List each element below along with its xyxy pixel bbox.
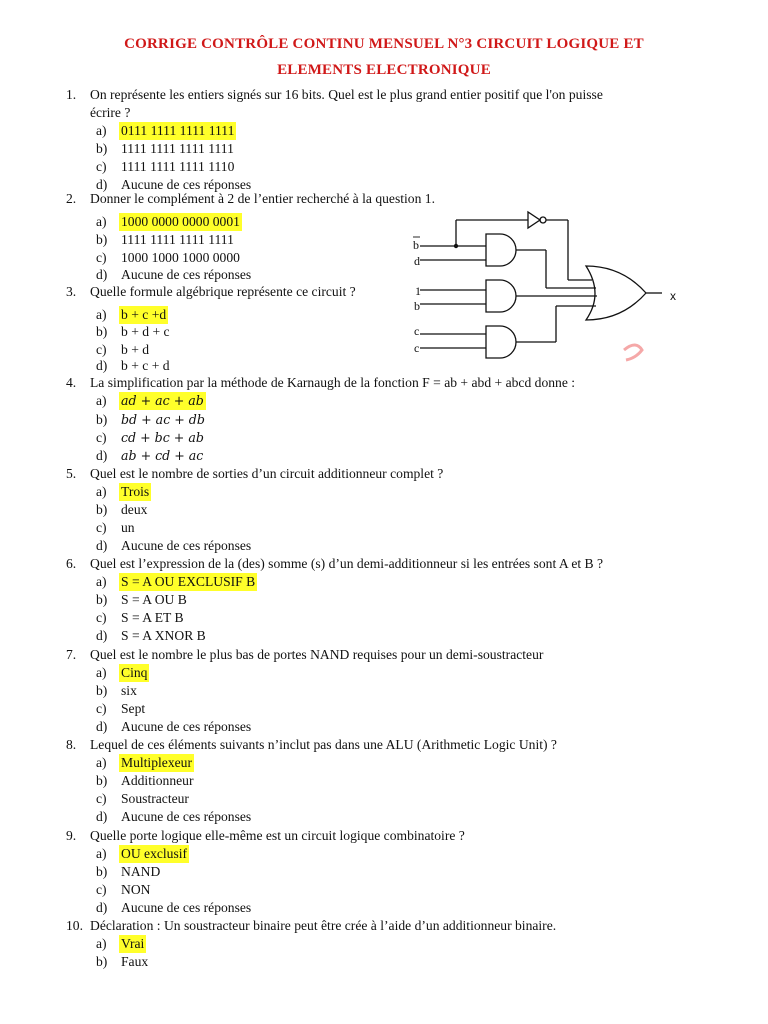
correct-answer: b + c +d [121,307,167,322]
watermark-mark [624,345,642,360]
input-label-d: d [414,254,420,268]
question-number: 6. [66,556,77,571]
question-text: Quelle formule algébrique représente ce circuit ? [90,284,356,299]
document-title-line-2: ELEMENTS ELECTRONIQUE [277,62,491,78]
option-letter: a) [96,393,107,408]
answer-option [96,213,242,231]
option-letter: c) [96,250,107,265]
option-letter: c) [96,159,107,174]
option-text: Aucune de ces réponses [121,538,252,553]
question-text: Lequel de ces éléments suivants n’inclut pas dans une ALU (Arithmetic Logic Unit) ? [90,737,557,752]
correct-answer: 0111 1111 1111 1111 [121,123,235,138]
question-text-continued: écrire ? [90,105,131,120]
option-letter: d) [96,538,108,553]
answer-option [96,863,162,881]
answer-option [96,790,191,808]
option-letter: b) [96,773,108,788]
correct-answer: Vrai [121,936,145,951]
option-text: 1111 1111 1111 1110 [121,159,235,174]
correct-answer: ad + ac + ab [121,393,204,408]
option-letter: b) [96,592,108,607]
answer-option [96,881,152,899]
correct-answer: 1000 0000 0000 0001 [121,214,240,229]
option-letter: d) [96,719,108,734]
option-text: NON [121,882,151,897]
option-letter: d) [96,358,108,373]
option-letter: b) [96,683,108,698]
answer-option [96,754,194,772]
answer-option [96,411,207,429]
question-number: 10. [66,918,83,933]
or-gate [586,266,646,320]
question-number: 3. [66,284,77,299]
option-text: ab + cd + ac [121,448,204,463]
answer-option [96,772,196,790]
option-text: Additionneur [121,773,194,788]
answer-option [96,447,205,465]
option-text: Aucune de ces réponses [121,900,252,915]
option-letter: c) [96,610,107,625]
option-text: Aucune de ces réponses [121,267,252,282]
question-text: Quelle porte logique elle-même est un circuit logique combinatoire ? [90,828,465,843]
answer-option [96,231,236,249]
answer-option [96,501,149,519]
question-text: Déclaration : Un soustracteur binaire peut être crée à l’aide d’un additionneur binaire. [90,918,557,933]
question-text: On représente les entiers signés sur 16 bits. Quel est le plus grand entier positif que l'on puisse [90,87,603,102]
answer-option [96,899,253,917]
option-letter: d) [96,628,108,643]
document-title-line-1: CORRIGE CONTRÔLE CONTINU MENSUEL N°3 CIRCUIT LOGIQUE ET [124,36,644,52]
answer-option [96,158,236,176]
option-letter: a) [96,755,107,770]
option-text: cd + bc + ab [121,430,204,445]
option-letter: a) [96,936,107,951]
option-letter: c) [96,701,107,716]
logic-circuit-diagram [400,208,700,378]
option-text: b + d + c [121,324,170,339]
option-text: 1000 1000 1000 0000 [121,250,240,265]
answer-option [96,537,253,555]
option-text: six [121,683,137,698]
option-letter: b) [96,412,108,427]
option-text: Aucune de ces réponses [121,809,252,824]
option-letter: a) [96,307,107,322]
question-number: 2. [66,191,77,206]
input-label-c: c [414,324,420,338]
option-text: Aucune de ces réponses [121,719,252,734]
answer-option [96,573,257,591]
option-letter: b) [96,324,108,339]
answer-option [96,718,253,736]
option-text: 1111 1111 1111 1111 [121,232,234,247]
question-number: 1. [66,87,77,102]
option-letter: c) [96,882,107,897]
question-number: 7. [66,647,77,662]
option-text: b + c + d [121,358,170,373]
question-text: Quel est l’expression de la (des) somme (s) d’un demi-additionneur si les entrées sont A et B ? [90,556,604,571]
correct-answer: S = A OU EXCLUSIF B [121,574,256,589]
option-letter: b) [96,141,108,156]
option-text: Sept [121,701,146,716]
option-letter: d) [96,809,108,824]
option-letter: b) [96,864,108,879]
answer-option [96,323,172,341]
question-number: 5. [66,466,77,481]
and-gate-1 [486,234,516,266]
input-label-1: 1 [415,284,421,298]
option-text: S = A OU B [121,592,187,607]
answer-option [96,664,149,682]
question-number: 4. [66,375,77,390]
answer-option [96,357,172,375]
option-text: S = A ET B [121,610,184,625]
answer-option [96,519,137,537]
and-gate-3 [486,326,516,358]
answer-option [96,953,150,971]
answer-option [96,266,253,284]
answer-option [96,808,253,826]
answer-option [96,429,206,447]
answer-option [96,249,242,267]
input-label-b-bar: b [413,238,419,252]
option-letter: d) [96,448,108,463]
option-text: S = A XNOR B [121,628,206,643]
option-letter: a) [96,123,107,138]
option-text: Aucune de ces réponses [121,177,252,192]
answer-option [96,392,206,410]
option-text: deux [121,502,148,517]
answer-option [96,591,189,609]
option-letter: c) [96,342,107,357]
option-letter: c) [96,520,107,535]
option-letter: b) [96,502,108,517]
input-label-c-2: c [414,341,420,355]
answer-option [96,609,186,627]
option-letter: a) [96,846,107,861]
answer-option [96,306,168,324]
input-label-b: b [414,299,420,313]
option-letter: a) [96,665,107,680]
option-text: b + d [121,342,150,357]
correct-answer: Trois [121,484,150,499]
option-letter: a) [96,574,107,589]
answer-option [96,122,236,140]
option-text: un [121,520,135,535]
answer-option [96,627,208,645]
question-text: Donner le complément à 2 de l’entier recherché à la question 1. [90,191,435,206]
answer-option [96,483,151,501]
correct-answer: Cinq [121,665,148,680]
option-letter: a) [96,484,107,499]
option-text: Soustracteur [121,791,189,806]
option-text: 1111 1111 1111 1111 [121,141,234,156]
answer-option [96,700,147,718]
correct-answer: OU exclusif [121,846,188,861]
answer-option [96,682,139,700]
output-label-x: x [670,289,676,303]
option-letter: c) [96,791,107,806]
question-text: Quel est le nombre de sorties d’un circuit additionneur complet ? [90,466,444,481]
option-letter: d) [96,267,108,282]
option-letter: d) [96,900,108,915]
option-letter: b) [96,954,108,969]
option-letter: a) [96,214,107,229]
question-text: Quel est le nombre le plus bas de portes NAND requises pour un demi-soustracteur [90,647,544,662]
answer-option [96,935,146,953]
option-text: Faux [121,954,149,969]
correct-answer: Multiplexeur [121,755,192,770]
answer-option [96,140,236,158]
junction-dot [454,244,458,248]
not-gate [528,212,540,228]
question-number: 9. [66,828,77,843]
question-number: 8. [66,737,77,752]
option-text: bd + ac + db [121,412,205,427]
answer-option [96,845,189,863]
option-letter: d) [96,177,108,192]
option-text: NAND [121,864,161,879]
question-text: La simplification par la méthode de Karnaugh de la fonction F = ab + abd + abcd donne : [90,375,576,390]
option-letter: c) [96,430,107,445]
and-gate-2 [486,280,516,312]
option-letter: b) [96,232,108,247]
